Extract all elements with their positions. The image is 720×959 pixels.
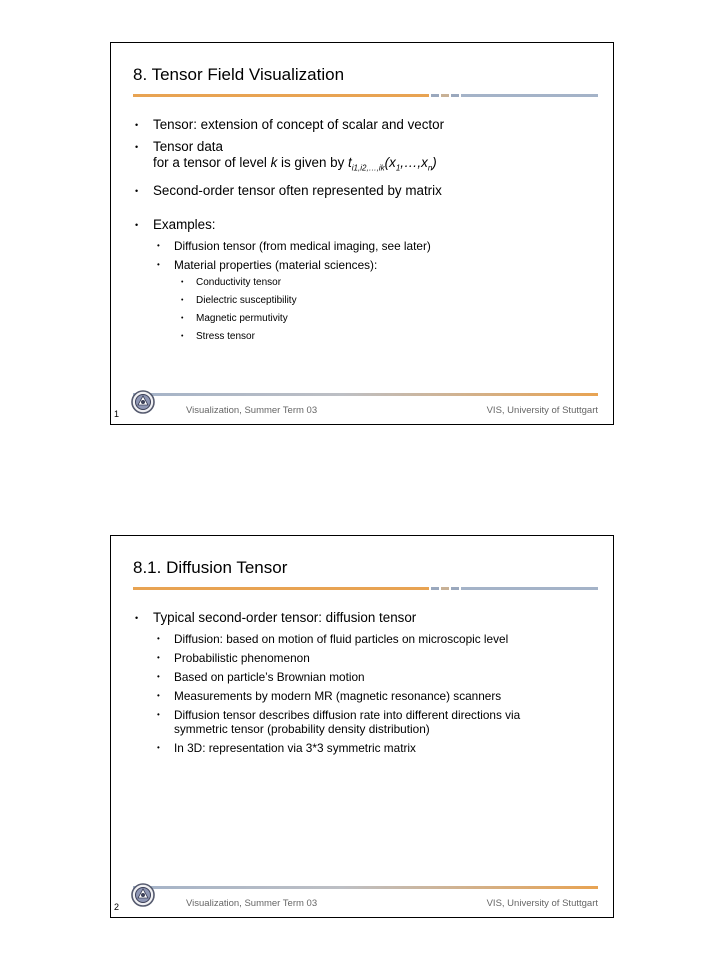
bullet-icon: • bbox=[181, 332, 184, 340]
bullet-icon: • bbox=[157, 743, 160, 752]
sub-list-item: • Measurements by modern MR (magnetic resonance) scanners bbox=[157, 689, 502, 703]
university-logo-icon bbox=[131, 390, 155, 414]
page-number: 1 bbox=[114, 409, 120, 419]
bullet-icon: • bbox=[157, 691, 160, 700]
sub-list-item: • Diffusion tensor describes diffusion rate into different directions via symmetric tensor (probability density distribution) bbox=[157, 708, 521, 736]
bullet-icon: • bbox=[135, 613, 139, 623]
bullet-icon: • bbox=[157, 259, 160, 269]
page-number: 2 bbox=[114, 902, 120, 912]
sub-list-item: • Probabilistic phenomenon bbox=[157, 651, 310, 665]
sub-list-item: • Based on particle’s Brownian motion bbox=[157, 670, 365, 684]
footer-institution: VIS, University of Stuttgart bbox=[486, 405, 598, 416]
footer-divider bbox=[133, 886, 598, 889]
footer-course: Visualization, Summer Term 03 bbox=[186, 405, 318, 416]
sub-list-item: • In 3D: representation via 3*3 symmetric matrix bbox=[157, 741, 416, 755]
bullet-icon: • bbox=[157, 710, 160, 719]
title-divider bbox=[133, 587, 598, 590]
bullet-icon: • bbox=[157, 672, 160, 681]
list-item: • Tensor data for a tensor of level k is given by $t_{i1,i2,\dots,ik}(x_1,\dots,x_n)$ bbox=[135, 139, 437, 173]
bullet-icon: • bbox=[157, 634, 160, 643]
footer-divider bbox=[133, 393, 598, 396]
bullet-icon: • bbox=[135, 142, 139, 152]
sub-list-item: • Diffusion tensor (from medical imaging, see later) bbox=[157, 238, 431, 253]
slide-title: 8. Tensor Field Visualization bbox=[133, 65, 345, 84]
slide-body bbox=[111, 117, 611, 349]
footer-institution: VIS, University of Stuttgart bbox=[486, 898, 598, 909]
footer-course: Visualization, Summer Term 03 bbox=[186, 898, 318, 909]
list-item: • Examples: bbox=[135, 216, 216, 232]
university-logo-icon bbox=[131, 883, 155, 907]
bullet-icon: • bbox=[157, 653, 160, 662]
slide-title: 8.1. Diffusion Tensor bbox=[133, 558, 288, 577]
bullet-icon: • bbox=[181, 278, 184, 286]
bullet-icon: • bbox=[135, 219, 139, 230]
sub-list-item: • Material properties (material sciences): bbox=[157, 257, 378, 272]
sub-sub-list-item: • Conductivity tensor bbox=[181, 276, 282, 288]
list-item: • Typical second-order tensor: diffusion tensor bbox=[135, 610, 417, 625]
list-item: • Second-order tensor often represented by matrix bbox=[135, 182, 442, 198]
bullet-icon: • bbox=[181, 296, 184, 304]
bullet-icon: • bbox=[135, 185, 139, 196]
bullet-icon: • bbox=[157, 240, 160, 250]
slide-body bbox=[111, 610, 611, 760]
list-item: • Tensor: extension of concept of scalar and vector bbox=[135, 117, 445, 132]
tensor-formula: $t_{i1,i2,\dots,ik}(x_1,\dots,x_n)$ bbox=[348, 155, 437, 173]
sub-sub-list-item: • Magnetic permutivity bbox=[181, 312, 288, 324]
sub-sub-list-item: • Dielectric susceptibility bbox=[181, 294, 297, 306]
sub-list-item: • Diffusion: based on motion of fluid particles on microscopic level bbox=[157, 632, 509, 646]
bullet-icon: • bbox=[135, 120, 139, 130]
sub-sub-list-item: • Stress tensor bbox=[181, 330, 255, 342]
title-divider bbox=[133, 94, 598, 97]
slide-2 bbox=[110, 535, 614, 918]
slide-1 bbox=[110, 42, 614, 425]
bullet-icon: • bbox=[181, 314, 184, 322]
